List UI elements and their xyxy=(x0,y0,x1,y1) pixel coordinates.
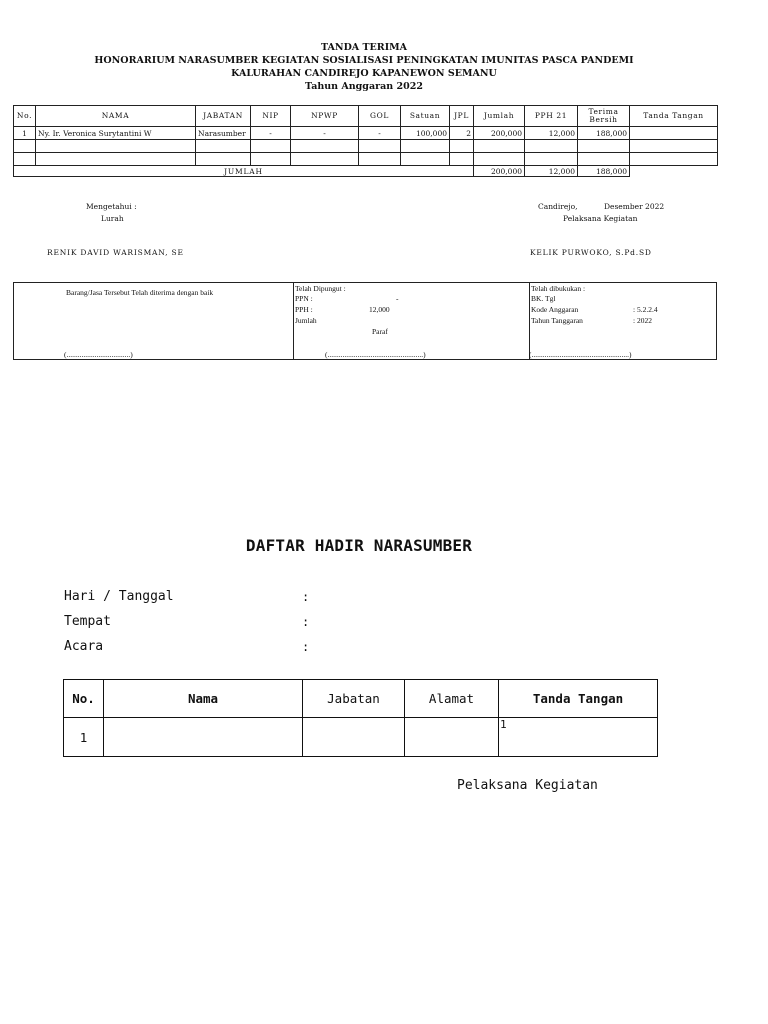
cell-npwp: - xyxy=(291,127,359,140)
att-col-jabatan: Jabatan xyxy=(303,680,405,718)
att-col-alamat: Alamat xyxy=(405,680,499,718)
col-header-tanda-tangan: Tanda Tangan xyxy=(630,106,718,127)
doc-year: Tahun Anggaran 2022 xyxy=(305,81,423,92)
lurah-name: RENIK DAVID WARISMAN, SE xyxy=(47,248,184,257)
attendance-title: DAFTAR HADIR NARASUMBER xyxy=(245,536,473,555)
tax-column xyxy=(293,283,530,359)
cell-gol: - xyxy=(359,127,401,140)
col-header-jabatan: JABATAN xyxy=(196,106,251,127)
att-cell-nama xyxy=(104,718,303,757)
att-col-nama: Nama xyxy=(104,680,303,718)
table-row xyxy=(64,718,658,757)
att-cell-sign: 1 xyxy=(499,718,658,757)
booking-sign-line: (....................................................) xyxy=(529,350,632,359)
date-label: Desember 2022 xyxy=(604,202,665,211)
col-header-gol: GOL xyxy=(359,106,401,127)
cell-tanda-tangan xyxy=(630,127,718,140)
dibukukan-label: Telah dibukukan : xyxy=(531,284,586,293)
kode-anggaran-label: Kode Anggaran xyxy=(531,305,579,314)
receipt-table xyxy=(13,105,718,177)
doc-title: TANDA TERIMA xyxy=(320,42,408,53)
field-colon: : xyxy=(302,590,310,604)
cell-jumlah: 200,000 xyxy=(474,127,525,140)
cell-no: 1 xyxy=(14,127,36,140)
field-label-tempat: Tempat xyxy=(64,614,111,629)
received-text: Barang/Jasa Tersebut Telah diterima dengan baik xyxy=(66,288,214,297)
att-col-tanda-tangan: Tanda Tangan xyxy=(499,680,658,718)
receipt-header-row xyxy=(14,106,718,127)
col-header-satuan: Satuan xyxy=(401,106,450,127)
cell-jpl: 2 xyxy=(450,127,474,140)
pelaksana-name: KELIK PURWOKO, S.Pd.SD xyxy=(530,248,652,257)
lurah-label: Lurah xyxy=(101,214,124,223)
field-colon: : xyxy=(302,615,310,629)
kode-anggaran-value: : 5.2.2.4 xyxy=(633,305,658,314)
table-row-empty xyxy=(14,153,718,166)
attendance-table xyxy=(63,679,658,757)
tahun-value: : 2022 xyxy=(633,316,652,325)
cell-satuan: 100,000 xyxy=(401,127,450,140)
cell-nip: - xyxy=(251,127,291,140)
table-row xyxy=(14,127,718,140)
jumlah-label: Jumlah xyxy=(295,316,317,325)
paraf-label: Paraf xyxy=(372,327,388,336)
pelaksana-label: Pelaksana Kegiatan xyxy=(563,214,638,223)
total-label: JUMLAH xyxy=(14,166,474,177)
total-jumlah: 200,000 xyxy=(474,166,525,177)
booking-column xyxy=(529,283,716,359)
bk-tgl-label: BK. Tgl xyxy=(531,294,556,303)
att-cell-no: 1 xyxy=(64,718,104,757)
place-label: Candirejo, xyxy=(538,202,578,211)
doc-subtitle: HONORARIUM NARASUMBER KEGIATAN SOSIALISASI PENINGKATAN IMUNITAS PASCA PANDEMI xyxy=(94,55,634,66)
total-pph: 12,000 xyxy=(525,166,578,177)
att-col-no: No. xyxy=(64,680,104,718)
attendance-pelaksana: Pelaksana Kegiatan xyxy=(457,778,598,793)
field-label-hari: Hari / Tanggal xyxy=(64,589,174,604)
ppn-value: - xyxy=(396,294,399,303)
col-header-no: No. xyxy=(14,106,36,127)
col-header-nama: NAMA xyxy=(36,106,196,127)
received-sign-line: (..................................) xyxy=(64,350,133,359)
tax-sign-line: (...................................................) xyxy=(325,350,426,359)
mengetahui-label: Mengetahui : xyxy=(86,202,137,211)
attendance-header-row xyxy=(64,680,658,718)
table-row-empty xyxy=(14,140,718,153)
total-bersih: 188,000 xyxy=(578,166,630,177)
verification-box xyxy=(13,282,717,360)
field-label-acara: Acara xyxy=(64,639,104,654)
field-colon: : xyxy=(302,640,310,654)
pph-value: 12,000 xyxy=(369,305,390,314)
col-header-npwp: NPWP xyxy=(291,106,359,127)
tahun-label: Tahun Tanggaran xyxy=(531,316,583,325)
pph-label: PPH : xyxy=(295,305,313,314)
cell-nama: Ny. Ir. Veronica Surytantini W xyxy=(36,127,196,140)
doc-location: KALURAHAN CANDIREJO KAPANEWON SEMANU xyxy=(231,68,497,79)
cell-pph21: 12,000 xyxy=(525,127,578,140)
col-header-jpl: JPL xyxy=(450,106,474,127)
cell-terima-bersih: 188,000 xyxy=(578,127,630,140)
dipungut-label: Telah Dipungut : xyxy=(295,284,346,293)
received-column xyxy=(14,283,294,359)
col-header-pph21: PPH 21 xyxy=(525,106,578,127)
col-header-jumlah: Jumlah xyxy=(474,106,525,127)
total-row xyxy=(14,166,718,177)
col-header-terima-bersih: Terima Bersih xyxy=(578,106,630,127)
att-cell-alamat xyxy=(405,718,499,757)
att-cell-jabatan xyxy=(303,718,405,757)
col-header-nip: NIP xyxy=(251,106,291,127)
ppn-label: PPN : xyxy=(295,294,313,303)
cell-jabatan: Narasumber xyxy=(196,127,251,140)
